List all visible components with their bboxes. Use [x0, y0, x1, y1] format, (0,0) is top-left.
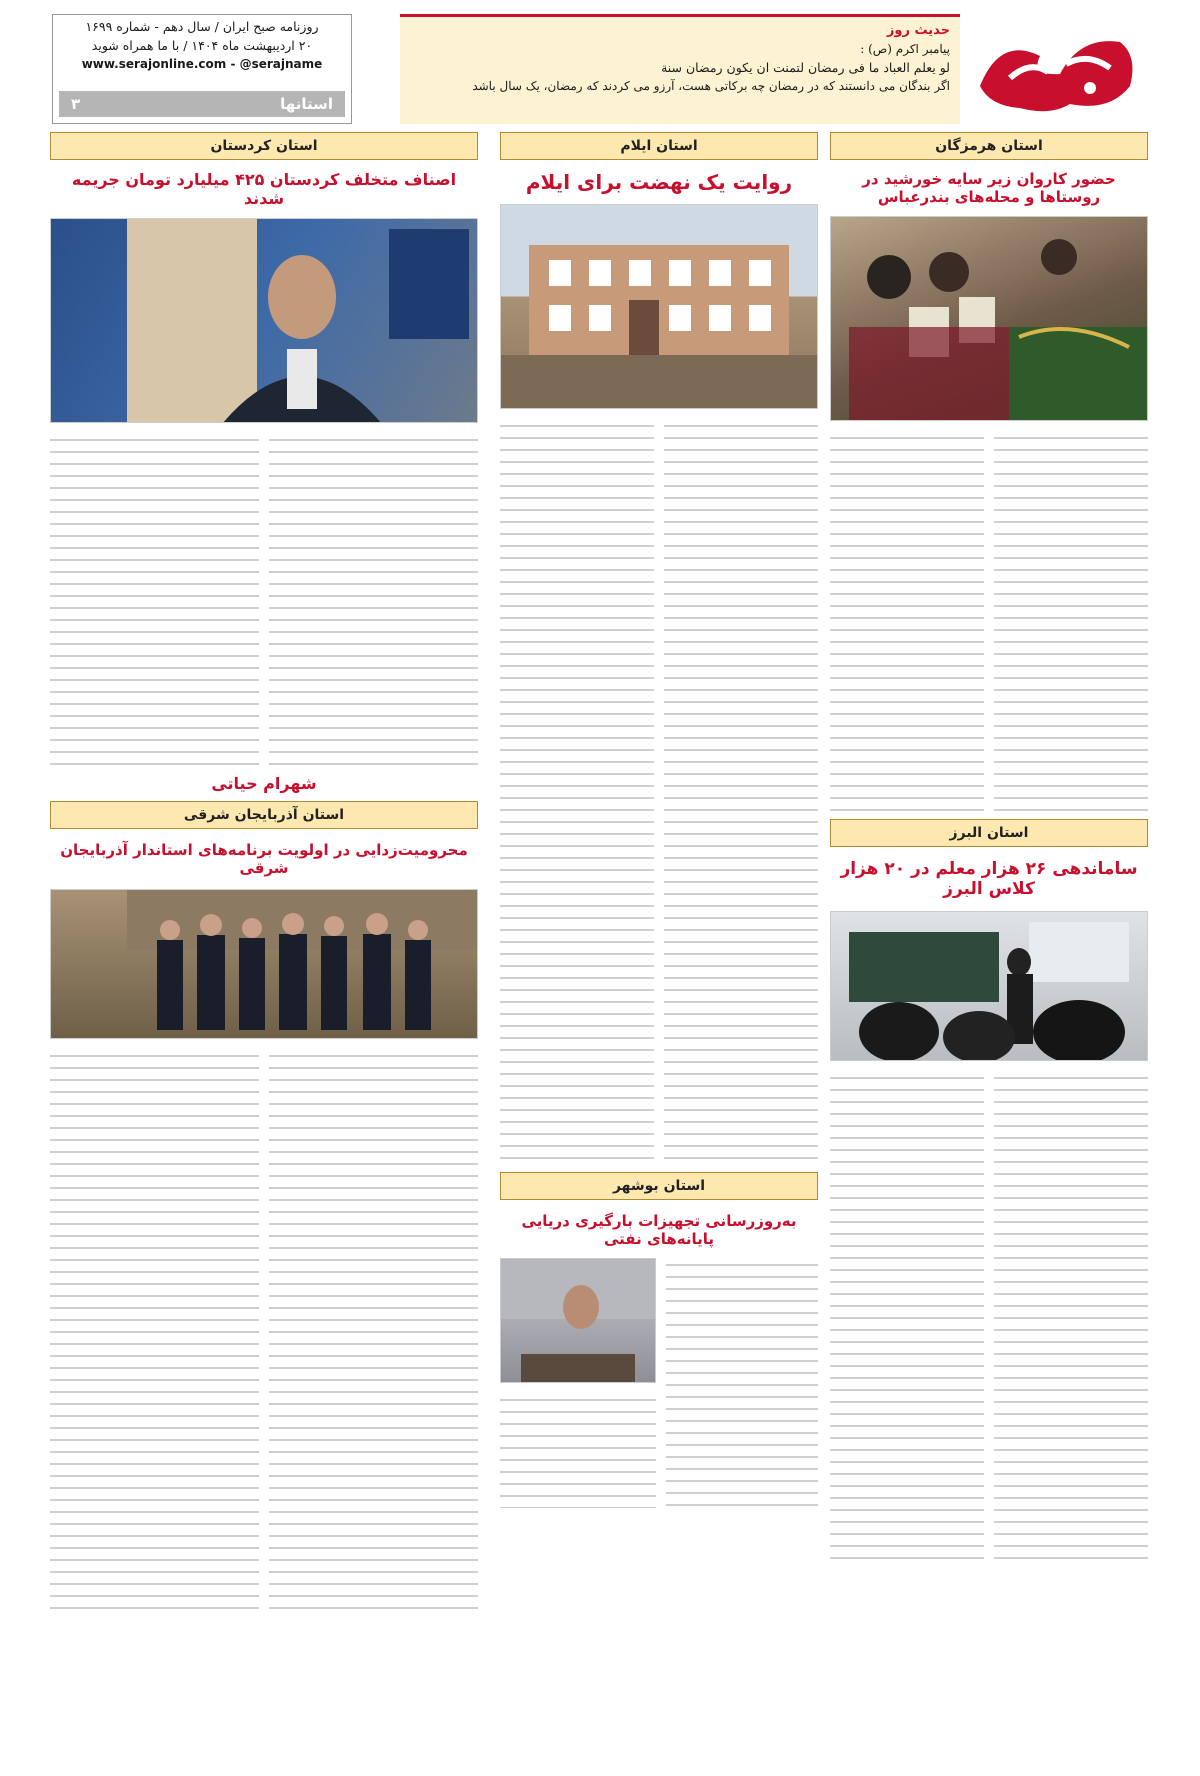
masthead	[52, 8, 1146, 126]
text-column	[830, 1071, 984, 1561]
issue-line: روزنامه صبح ایران / سال دهم - شماره ۱۶۹۹	[85, 19, 319, 34]
page-section-bar	[59, 91, 345, 117]
section-head-alborz: استان البرز	[830, 819, 1148, 847]
photo-alborz-classroom	[830, 911, 1148, 1061]
text-column	[50, 433, 259, 768]
website-line[interactable]: www.serajonline.com - @serajname	[81, 57, 323, 71]
body-ilam	[500, 419, 818, 1164]
bushehr-photo-column	[500, 1258, 656, 1508]
newspaper-logo	[970, 16, 1146, 124]
body-bushehr	[500, 1258, 818, 1508]
hadith-translation: اگر بندگان می دانستند که در رمضان چه برکاتی هست، آرزو می کردند که رمضان، یک سال باشد	[472, 79, 950, 93]
photo-hormozgan-caravan	[830, 216, 1148, 421]
headline-hormozgan: حضور کاروان زیر سایه خورشید در روستاها و محله‌های بندرعباس	[862, 170, 1116, 206]
photo-bushehr-official	[500, 1258, 656, 1383]
section-head-kurdistan: استان کردستان	[50, 132, 478, 160]
author-byline: شهرام حیاتی	[211, 774, 317, 793]
headline-bushehr: به‌روزرسانی تجهیزات بارگیری دریایی پایانه‌های نفتی	[521, 1212, 797, 1248]
page-number: ۳	[71, 95, 81, 113]
date-line: ۲۰ اردیبهشت ماه ۱۴۰۴ / با ما همراه شوید	[91, 38, 313, 53]
body-azarbaijan	[50, 1049, 478, 1609]
text-column	[994, 1071, 1148, 1561]
hadith-arabic: لو یعلم العباد ما فی رمضان لتمنت ان یکون رمضان سنة	[661, 60, 950, 75]
photo-azarbaijan-officials	[50, 889, 478, 1039]
body-alborz	[830, 1071, 1148, 1561]
text-column	[500, 419, 654, 1164]
section-head-hormozgan: استان هرمزگان	[830, 132, 1148, 160]
headline-alborz: ساماندهی ۲۶ هزار معلم در ۲۰ هزار کلاس البرز	[840, 859, 1138, 899]
text-column	[830, 431, 984, 811]
column-ilam-bushehr	[500, 132, 818, 1508]
section-head-ilam: استان ایلام	[500, 132, 818, 160]
text-column	[666, 1258, 818, 1508]
issue-info-box	[52, 14, 352, 124]
text-column	[994, 431, 1148, 811]
hadith-of-day-box	[400, 14, 960, 124]
text-column	[269, 433, 478, 768]
text-column	[50, 1049, 259, 1609]
headline-ilam: روایت یک نهضت برای ایلام	[525, 170, 793, 194]
photo-kurdistan-official	[50, 218, 478, 423]
column-hormozgan-alborz	[830, 132, 1148, 1561]
text-column	[500, 1393, 656, 1508]
body-kurdistan	[50, 433, 478, 768]
section-name: استانها	[280, 95, 333, 113]
hadith-intro: پیامبر اکرم (ص) :	[860, 42, 950, 56]
text-column	[269, 1049, 478, 1609]
body-hormozgan	[830, 431, 1148, 811]
hadith-label: حدیث روز	[886, 23, 950, 38]
headline-kurdistan: اصناف متخلف کردستان ۴۲۵ میلیارد تومان جریمه شدند	[71, 170, 457, 208]
section-head-azarbaijan: استان آذربایجان شرقی	[50, 801, 478, 829]
column-kurdistan-azarbaijan	[50, 132, 478, 1609]
photo-ilam-school-construction	[500, 204, 818, 409]
section-head-bushehr: استان بوشهر	[500, 1172, 818, 1200]
headline-azarbaijan: محرومیت‌زدایی در اولویت برنامه‌های استاندار آذربایجان شرقی	[60, 841, 468, 877]
text-column	[664, 419, 818, 1164]
